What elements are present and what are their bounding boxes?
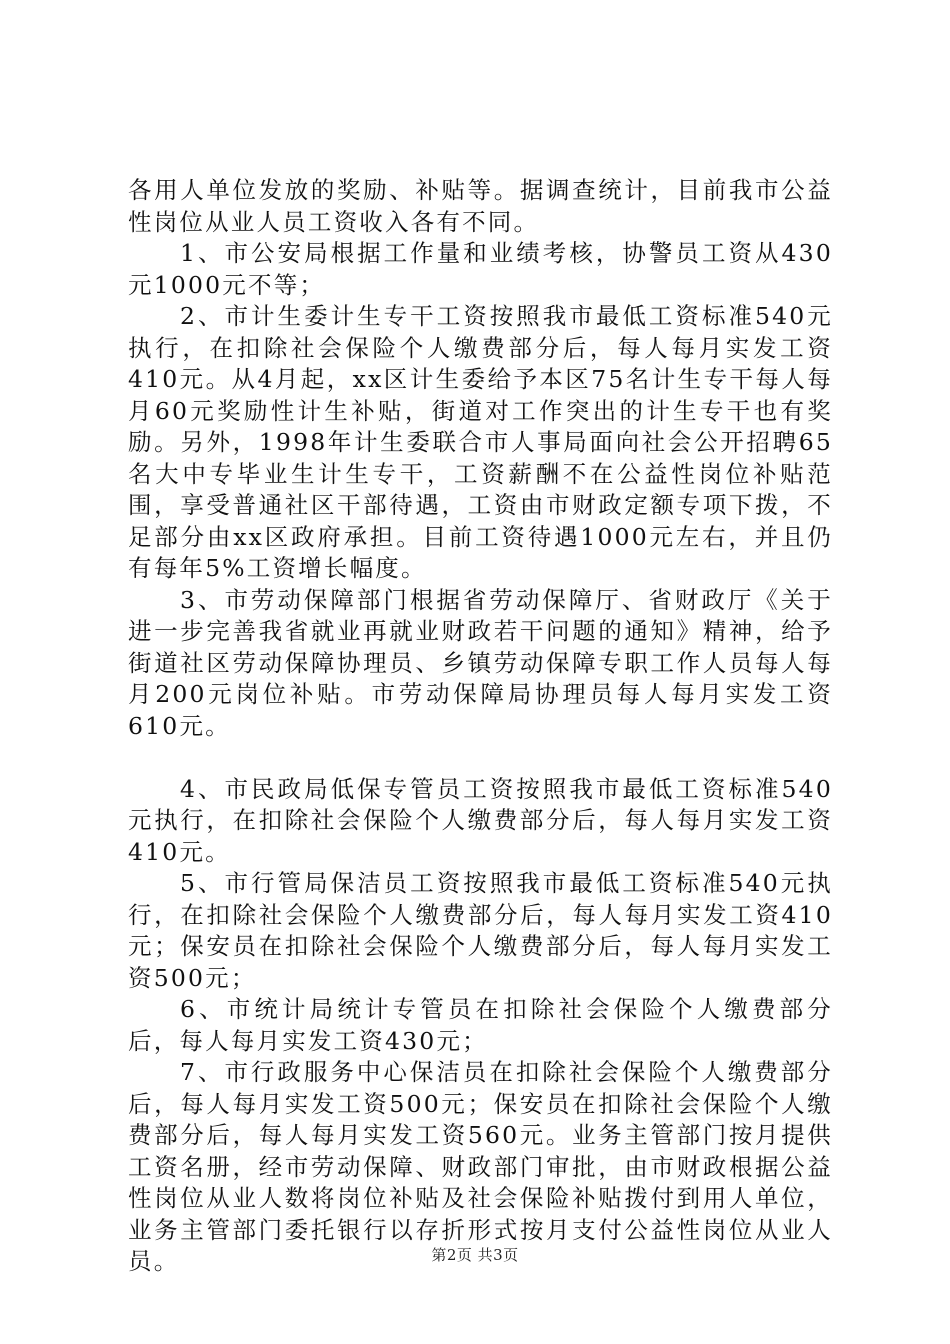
paragraph-intro: 各用人单位发放的奖励、补贴等。据调查统计，目前我市公益性岗位从业人员工资收入各有不同。 bbox=[128, 176, 833, 236]
document-body bbox=[128, 175, 833, 1278]
paragraph-item-1: 1、市公安局根据工作量和业绩考核，协警员工资从430元1000元不等； bbox=[128, 239, 833, 299]
paragraph-item-2: 2、市计生委计生专干工资按照我市最低工资标准540元执行，在扣除社会保险个人缴费部分后，每人每月实发工资410元。从4月起，xx区计生委给予本区75名计生专干每人每月60元奖励性计生补贴，街道对工作突出的计生专干也有奖励。另外，1998年计生委联合市人事局面向社会公开招聘65名大中专毕业生计生专干，工资薪酬不在公益性岗位补贴范围，享受普通社区干部待遇，工资由市财政定额专项下拨，不足部分由xx区政府承担。目前工资待遇1000元左右，并且仍有每年5%工资增长幅度。 bbox=[128, 302, 833, 582]
paragraph-item-6: 6、市统计局统计专管员在扣除社会保险个人缴费部分后，每人每月实发工资430元； bbox=[128, 995, 833, 1055]
paragraph-item-4: 4、市民政局低保专管员工资按照我市最低工资标准540元执行，在扣除社会保险个人缴费部分后，每人每月实发工资410元。 bbox=[128, 774, 833, 866]
paragraph-item-5: 5、市行管局保洁员工资按照我市最低工资标准540元执行，在扣除社会保险个人缴费部分后，每人每月实发工资410元；保安员在扣除社会保险个人缴费部分后，每人每月实发工资500元； bbox=[128, 869, 833, 992]
paragraph-item-7: 7、市行政服务中心保洁员在扣除社会保险个人缴费部分后，每人每月实发工资500元；保安员在扣除社会保险个人缴费部分后，每人每月实发工资560元。业务主管部门按月提供工资名册，经市劳动保障、财政部门审批，由市财政根据公益性岗位从业人数将岗位补贴及社会保险补贴拨付到用人单位，业务主管部门委托银行以存折形式按月支付公益性岗位从业人员。 bbox=[128, 1058, 833, 1275]
paragraph-item-3: 3、市劳动保障部门根据省劳动保障厅、省财政厅《关于进一步完善我省就业再就业财政若干问题的通知》精神，给予街道社区劳动保障协理员、乡镇劳动保障专职工作人员每人每月200元岗位补贴。市劳动保障局协理员每人每月实发工资610元。 bbox=[128, 585, 833, 740]
page-number-footer: 第2页 共3页 bbox=[431, 1246, 519, 1264]
